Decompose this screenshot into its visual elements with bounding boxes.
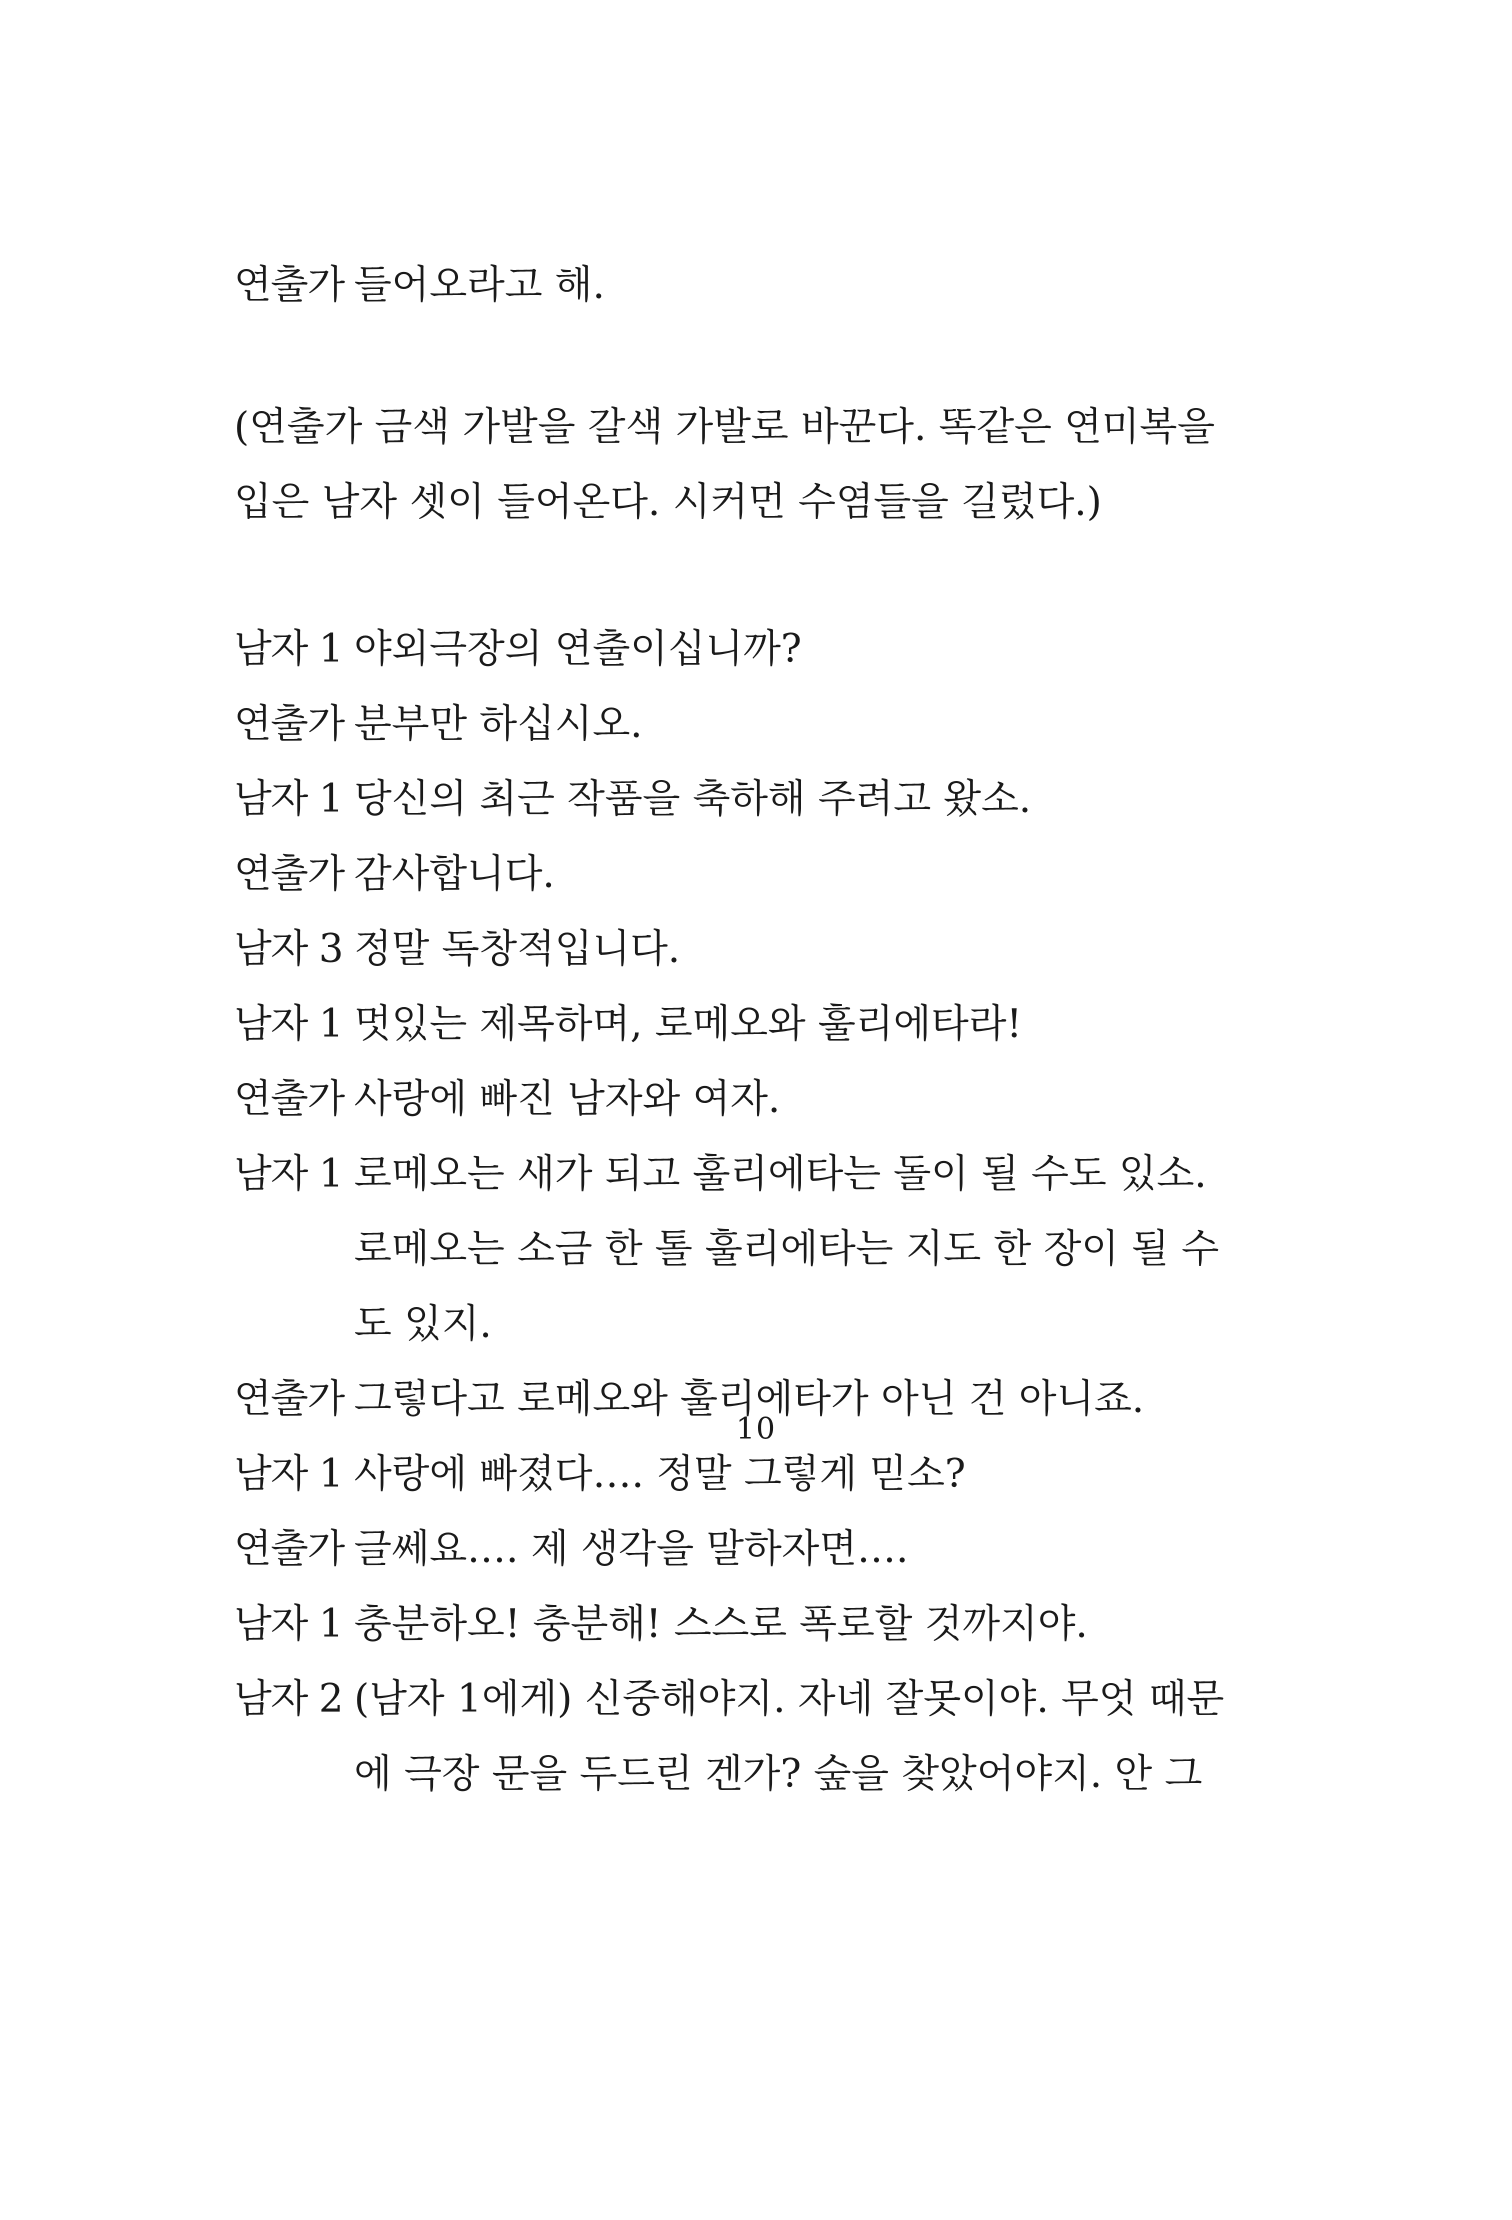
speaker-name: 남자 1 bbox=[234, 1002, 343, 1047]
stage-direction-text: 입은 남자 셋이 들어온다. 시커먼 수염들을 길렀다.) bbox=[234, 480, 1102, 525]
dialogue-text: 충분하오! 충분해! 스스로 폭로할 것까지야. bbox=[354, 1602, 1088, 1647]
dialogue-line bbox=[234, 1670, 1284, 1730]
dialogue-text: 그렇다고 로메오와 훌리에타가 아닌 건 아니죠. bbox=[354, 1377, 1145, 1422]
speaker-name: 연출가 bbox=[234, 1077, 345, 1122]
dialogue-line bbox=[234, 770, 1284, 830]
speaker-name: 연출가 bbox=[234, 702, 345, 747]
dialogue-text: 로메오는 소금 한 톨 훌리에타는 지도 한 장이 될 수 bbox=[354, 1227, 1220, 1272]
speaker-name: 연출가 bbox=[234, 1377, 345, 1422]
stage-direction-line bbox=[234, 473, 1284, 533]
dialogue-line bbox=[234, 695, 1284, 755]
dialogue-text: 분부만 하십시오. bbox=[354, 702, 643, 747]
stage-direction-line bbox=[234, 398, 1284, 458]
dialogue-line bbox=[234, 845, 1284, 905]
dialogue-text: 도 있지. bbox=[354, 1302, 492, 1347]
speaker-name: 남자 1 bbox=[234, 1452, 343, 1497]
dialogue-text: 들어오라고 해. bbox=[354, 263, 605, 308]
dialogue-text: 감사합니다. bbox=[354, 852, 555, 897]
dialogue-text: 사랑에 빠졌다…. 정말 그렇게 믿소? bbox=[354, 1452, 966, 1497]
speaker-name: 남자 1 bbox=[234, 627, 343, 672]
speaker-name: 남자 1 bbox=[234, 1152, 343, 1197]
speaker-name: 연출가 bbox=[234, 852, 345, 897]
dialogue-text: 야외극장의 연출이십니까? bbox=[354, 627, 802, 672]
speaker-name: 남자 1 bbox=[234, 777, 343, 822]
dialogue-line bbox=[234, 1145, 1284, 1205]
dialogue-text: (남자 1에게) 신중해야지. 자네 잘못이야. 무엇 때문 bbox=[354, 1677, 1225, 1722]
page-number: 10 bbox=[735, 1412, 777, 1447]
dialogue-line bbox=[234, 920, 1284, 980]
dialogue-text: 멋있는 제목하며, 로메오와 훌리에타라! bbox=[354, 1002, 1023, 1047]
speaker-name: 남자 3 bbox=[234, 927, 343, 972]
speaker-name: 남자 1 bbox=[234, 1602, 343, 1647]
dialogue-line bbox=[234, 1445, 1284, 1505]
dialogue-line bbox=[234, 1070, 1284, 1130]
dialogue-line bbox=[234, 1595, 1284, 1655]
dialogue-line bbox=[234, 995, 1284, 1055]
dialogue-continuation bbox=[354, 1295, 1284, 1355]
dialogue-line bbox=[234, 1520, 1284, 1580]
dialogue-text: 당신의 최근 작품을 축하해 주려고 왔소. bbox=[354, 777, 1032, 822]
dialogue-text: 로메오는 새가 되고 훌리에타는 돌이 될 수도 있소. bbox=[354, 1152, 1207, 1197]
speaker-name: 연출가 bbox=[234, 1527, 345, 1572]
dialogue-line bbox=[234, 256, 1284, 316]
stage-direction-text: (연출가 금색 가발을 갈색 가발로 바꾼다. 똑같은 연미복을 bbox=[234, 405, 1215, 450]
dialogue-line bbox=[234, 620, 1284, 680]
dialogue-text: 사랑에 빠진 남자와 여자. bbox=[354, 1077, 781, 1122]
speaker-name: 연출가 bbox=[234, 263, 345, 308]
dialogue-text: 에 극장 문을 두드린 겐가? 숲을 찾았어야지. 안 그 bbox=[354, 1752, 1203, 1797]
dialogue-continuation bbox=[354, 1220, 1284, 1280]
dialogue-continuation bbox=[354, 1745, 1284, 1805]
dialogue-text: 글쎄요…. 제 생각을 말하자면…. bbox=[354, 1527, 909, 1572]
dialogue-text: 정말 독창적입니다. bbox=[354, 927, 681, 972]
speaker-name: 남자 2 bbox=[234, 1677, 343, 1722]
